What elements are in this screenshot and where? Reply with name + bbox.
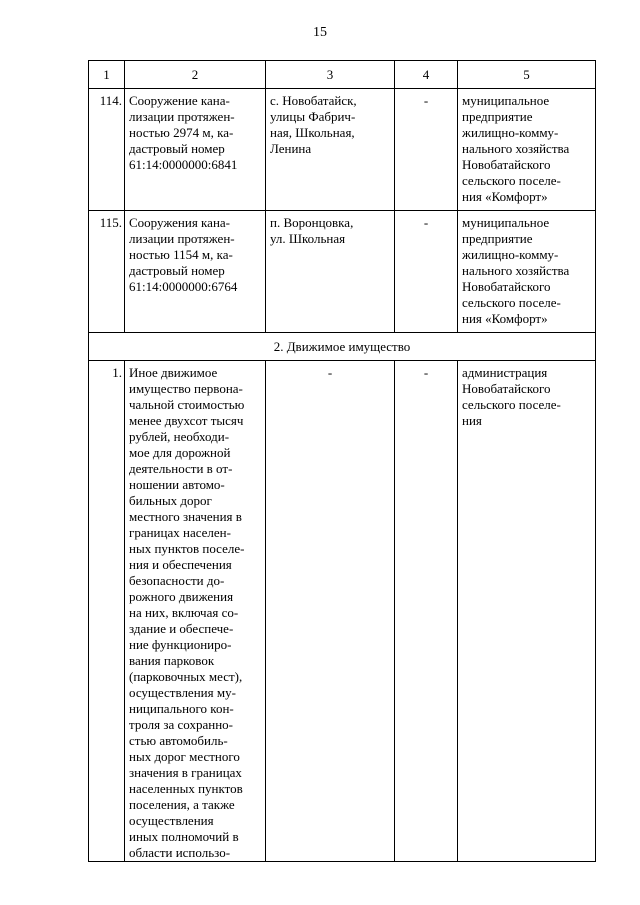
row-number: 114. xyxy=(89,89,125,211)
table-row xyxy=(89,211,596,333)
property-name: Сооружение кана- лизации протяжен- ностью 2974 м, ка- дастровый номер 61:14:0000000:6841 xyxy=(125,89,266,211)
property-holder: муниципальное предприятие жилищно-комму- нального хозяйства Новобатайского сельского поселе- ния «Комфорт» xyxy=(458,211,596,333)
table-row xyxy=(89,89,596,211)
property-column-4: - xyxy=(395,211,458,333)
column-header: 3 xyxy=(266,61,395,89)
section-header-row xyxy=(89,333,596,361)
property-column-4: - xyxy=(395,89,458,211)
column-header: 1 xyxy=(89,61,125,89)
property-address: - xyxy=(266,361,395,862)
property-address: с. Новобатайск, улицы Фабрич- ная, Школьная, Ленина xyxy=(266,89,395,211)
property-column-4: - xyxy=(395,361,458,862)
row-number: 115. xyxy=(89,211,125,333)
table-header-row xyxy=(89,61,596,89)
property-holder: администрация Новобатайского сельского поселе- ния xyxy=(458,361,596,862)
property-registry-table xyxy=(88,60,596,862)
row-number: 1. xyxy=(89,361,125,862)
page-number: 15 xyxy=(313,25,327,40)
column-header: 5 xyxy=(458,61,596,89)
property-name: Сооружения кана- лизации протяжен- ностью 1154 м, ка- дастровый номер 61:14:0000000:6764 xyxy=(125,211,266,333)
property-address: п. Воронцовка, ул. Школьная xyxy=(266,211,395,333)
property-holder: муниципальное предприятие жилищно-комму- нального хозяйства Новобатайского сельского поселе- ния «Комфорт» xyxy=(458,89,596,211)
property-name: Иное движимое имущество первона- чальной стоимостью менее двухсот тысяч рублей, необходи- мое для дорожной деятельности в от- ношении автомо- бильных дорог местного значения в границах населен- ных пунктов поселе- ния и обеспечения безопасности до- рожного движения на них, включая со- здание и обеспече- ние функциониро- вания парковок (парковочных мест), осуществления му- ниципального кон- троля за сохранно- стью автомобиль- ных дорог местного значения в границах населенных пунктов поселения, а также осуществления иных полномочий в области использо- xyxy=(125,361,266,862)
column-header: 2 xyxy=(125,61,266,89)
column-header: 4 xyxy=(395,61,458,89)
table-row xyxy=(89,361,596,862)
section-title: 2. Движимое имущество xyxy=(89,333,596,361)
